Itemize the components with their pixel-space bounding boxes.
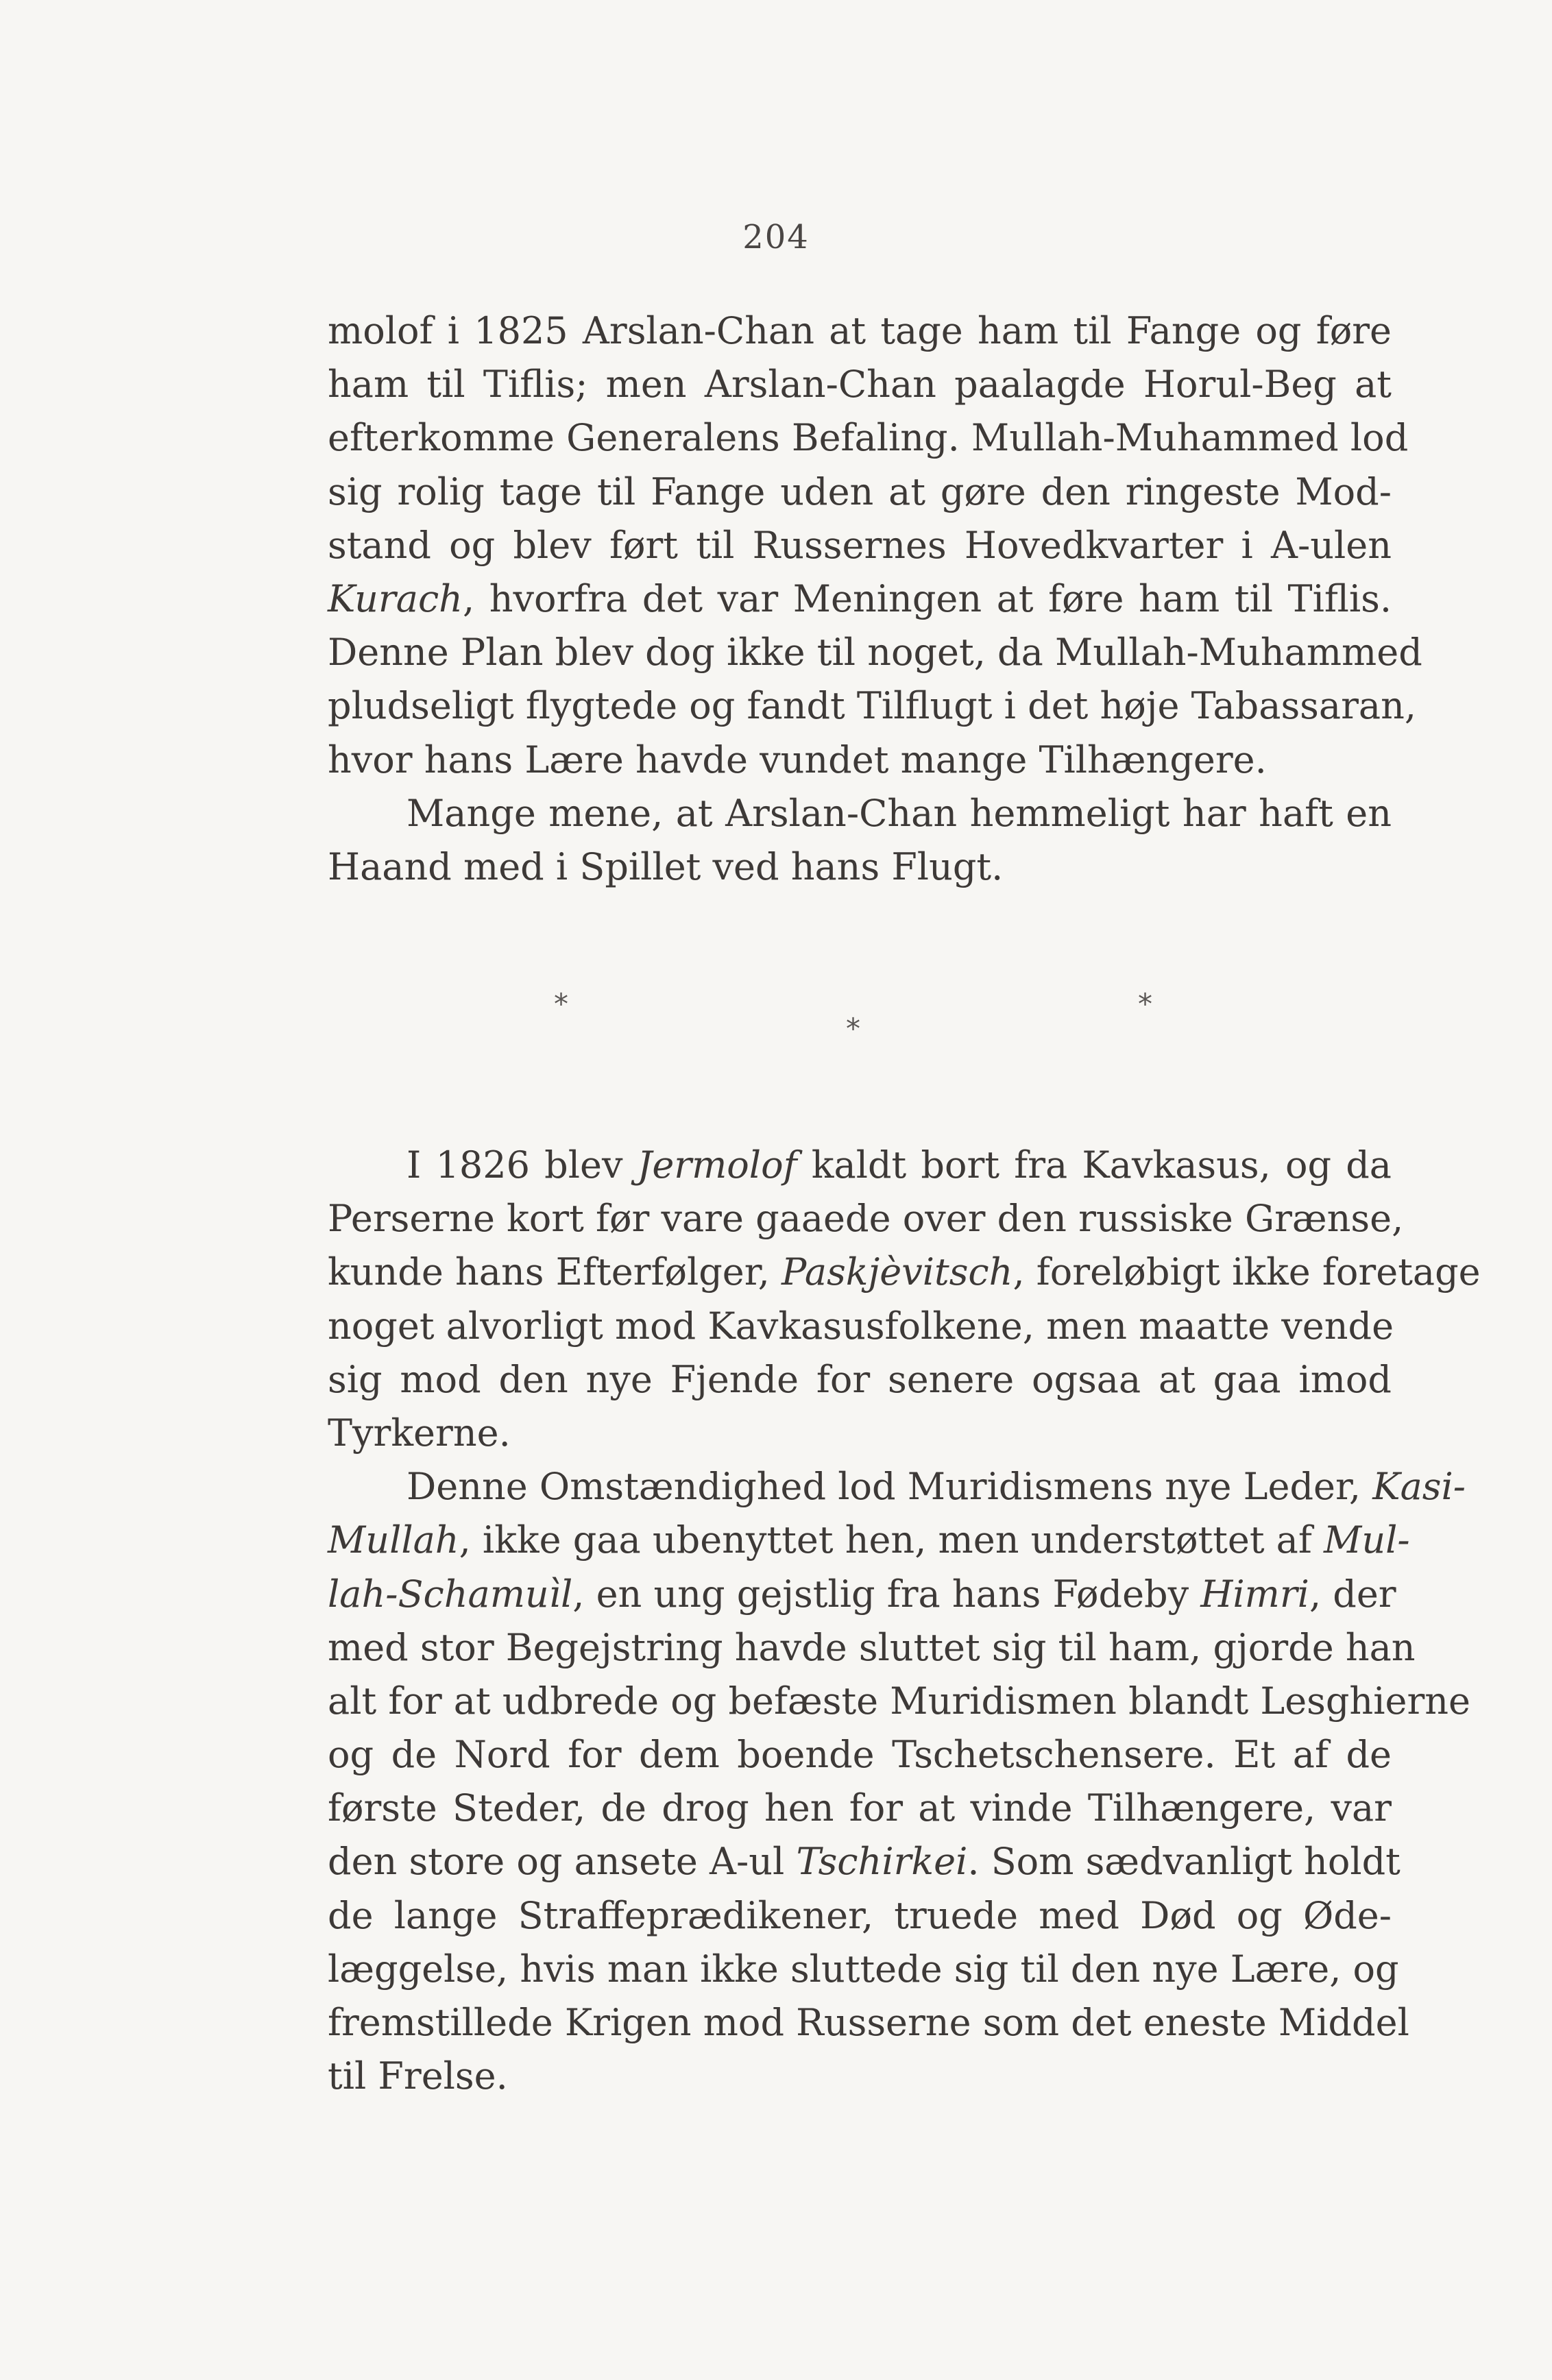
text-line: Denne Plan blev dog ikke til noget, da Mullah-Muhammed [328,631,1422,675]
text-line: molof i 1825 Arslan-Chan at tage ham til Fange og føre [328,309,1392,352]
text-fragment: . Som sædvanligt holdt [967,1840,1401,1884]
text-line: Tyrkerne. [328,1411,511,1455]
italic-name: Kasi- [1372,1465,1466,1509]
text-line: ham til Tiflis; men Arslan-Chan paalagde Horul-Beg at [328,363,1392,406]
italic-name: Jermolof [637,1143,797,1187]
italic-name: Mullah [328,1518,459,1562]
text-fragment: , en ung gejstlig fra hans Fødeby [572,1572,1201,1616]
italic-name: Paskjèvitsch [781,1250,1013,1294]
text-fragment: Denne Omstændighed lod Muridismens nye Leder, [407,1465,1373,1509]
text-line: Haand med i Spillet ved hans Flugt. [328,845,1004,888]
body-text-bottom [328,1139,1481,2103]
text-fragment: , hvorfra det var Meningen at føre ham til Tiflis. [462,576,1392,620]
text-line: pludseligt flygtede og fandt Tilflugt i det høje Tabassaran, [328,684,1417,728]
text-fragment: I 1826 blev [407,1143,638,1187]
section-separator [0,973,1552,1056]
text-line: sig rolig tage til Fange uden at gøre den ringeste Mod- [328,470,1392,513]
text-line: Perserne kort før vare gaaede over den russiske Grænse, [328,1197,1404,1241]
asterisk: * [1138,987,1152,1021]
text-line: stand og blev ført til Russernes Hovedkvarter i A-ulen [328,523,1392,567]
text-line [328,1460,1466,1514]
text-line [328,1835,1401,1889]
italic-name: Mul- [1324,1518,1410,1562]
text-fragment: kaldt bort fra Kavkasus, og da [797,1143,1392,1187]
text-fragment: , ikke gaa ubenyttet hen, men understøttet af [459,1518,1324,1562]
text-line [328,1139,1392,1192]
asterisk: * [554,987,568,1021]
text-line: læggelse, hvis man ikke sluttede sig til den nye Lære, og [328,1947,1399,1991]
text-line: og de Nord for dem boende Tschetschensere. Et af de [328,1733,1392,1777]
text-line: alt for at udbrede og befæste Muridismen blandt Lesghierne [328,1679,1470,1723]
text-line [328,1514,1410,1567]
text-line: Mange mene, at Arslan-Chan hemmeligt har haft en [407,791,1392,835]
italic-place-name: Tschirkei [796,1840,968,1884]
text-line: sig mod den nye Fjende for senere ogsaa at gaa imod [328,1357,1392,1401]
italic-place-name: Kurach [328,576,463,620]
text-line: første Steder, de drog hen for at vinde Tilhængere, var [328,1786,1392,1830]
page-number: 204 [742,218,810,256]
text-fragment: , foreløbigt ikke foretage [1013,1250,1481,1294]
italic-place-name: Himri [1200,1572,1309,1616]
text-line: med stor Begejstring havde sluttet sig til ham, gjorde han [328,1625,1416,1669]
text-fragment: den store og ansete A-ul [328,1840,797,1884]
asterisk: * [846,1012,860,1045]
text-line: fremstillede Krigen mod Russerne som det eneste Middel [328,2001,1409,2044]
text-line [328,572,1392,626]
italic-name: lah-Schamuìl [328,1572,573,1616]
text-line [328,1246,1481,1299]
text-line: hvor hans Lære havde vundet mange Tilhængere. [328,738,1267,781]
text-line: efterkomme Generalens Befaling. Mullah-Muhammed lod [328,416,1409,460]
text-line: noget alvorligt mod Kavkasusfolkene, men maatte vende [328,1304,1394,1348]
text-fragment: , der [1309,1572,1396,1616]
body-text-top [328,304,1422,894]
text-line [328,1568,1396,1621]
text-line: de lange Straffeprædikener, truede med Død og Øde- [328,1893,1392,1937]
text-fragment: kunde hans Efterfølger, [328,1250,781,1294]
text-line: til Frelse. [328,2054,508,2098]
